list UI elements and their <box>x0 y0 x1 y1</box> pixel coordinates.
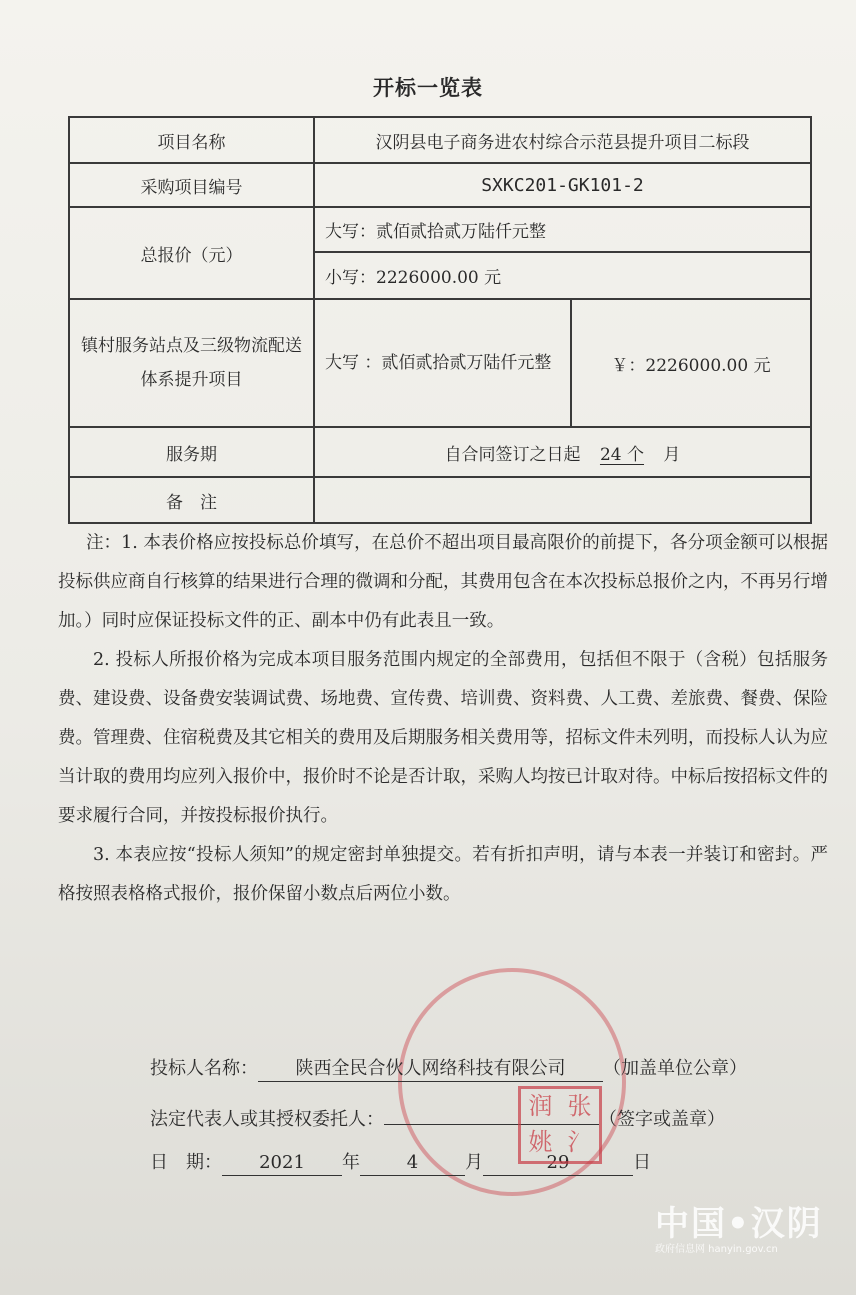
year-unit: 年 <box>342 1152 360 1173</box>
remark-value <box>314 477 811 523</box>
service-months: 24 个 <box>599 444 645 465</box>
date-month: 4 <box>360 1151 465 1176</box>
bidder-note: （加盖单位公章） <box>603 1058 747 1079</box>
table-row <box>69 207 811 252</box>
date-label: 日 期： <box>150 1152 222 1173</box>
service-period-value <box>314 427 811 477</box>
table-row <box>69 117 811 163</box>
seal-char: 姚 <box>528 1128 553 1156</box>
sub-item-label: 镇村服务站点及三级物流配送体系提升项目 <box>69 299 314 427</box>
project-name-label: 项目名称 <box>69 117 314 163</box>
note-3: 3. 本表应按“投标人须知”的规定密封单独提交。若有折扣声明，请与本表一并装订和密封。严格按照表格格式报价，报价保留小数点后两位小数。 <box>58 845 828 904</box>
month-unit: 月 <box>465 1152 483 1173</box>
project-number-label: 采购项目编号 <box>69 163 314 207</box>
note-2: 2. 投标人所报价格为完成本项目服务范围内规定的全部费用，包括但不限于（含税）包括服务费、建设费、设备费安装调试费、场地费、宣传费、培训费、资料费、人工费、差旅费、餐费、保险费。管理费、住宿税费及其它相关的费用及后期服务相关费用等，招标文件未列明，而投标人认为应当计取的费用均应列入报价中，报价时不论是否计取，采购人均按已计取对待。中标后按招标文件的要求履行合同，并按投标报价执行。 <box>58 650 828 826</box>
note-1: 注：1. 本表价格应按投标总价填写，在总价不超出项目最高限价的前提下，各分项金额可以根据投标供应商自行核算的结果进行合理的微调和分配，其费用包含在本次投标总报价之内，不再另行增加。）同时应保证投标文件的正、副本中仍有此表且一致。 <box>58 533 828 631</box>
notes-section <box>58 524 828 914</box>
seal-char: 氵 <box>567 1128 592 1156</box>
project-number-value: SXKC201-GK101-2 <box>314 163 811 207</box>
project-name-value: 汉阴县电子商务进农村综合示范县提升项目二标段 <box>314 117 811 163</box>
bidder-line <box>150 1054 747 1082</box>
sub-item-upper: 大写 ：贰佰贰拾贰万陆仟元整 <box>314 299 571 427</box>
date-year: 2021 <box>222 1151 342 1176</box>
day-unit: 日 <box>633 1152 651 1173</box>
watermark-url: 政府信息网 hanyin.gov.cn <box>655 1244 778 1255</box>
total-price-label: 总报价（元） <box>69 207 314 299</box>
bid-opening-table <box>68 116 812 524</box>
total-price-lower: 小写：2226000.00 元 <box>314 252 811 299</box>
personal-seal <box>518 1086 602 1164</box>
table-row <box>69 163 811 207</box>
sub-item-yen: ￥：2226000.00 元 <box>571 299 811 427</box>
watermark-logo: 中国•汉阴 <box>655 1204 823 1244</box>
representative-note: （签字或盖章） <box>599 1109 725 1130</box>
remark-label: 备 注 <box>69 477 314 523</box>
bidder-name: 陕西全民合伙人网络科技有限公司 <box>258 1057 603 1082</box>
table-row <box>69 427 811 477</box>
service-suffix: 月 <box>663 444 681 465</box>
total-price-upper: 大写：贰佰贰拾贰万陆仟元整 <box>314 207 811 252</box>
page-title: 开标一览表 <box>373 75 483 100</box>
representative-line <box>150 1100 725 1131</box>
service-period-label: 服务期 <box>69 427 314 477</box>
date-day: 29 <box>483 1151 633 1176</box>
table-row <box>69 477 811 523</box>
seal-char: 张 <box>567 1092 592 1120</box>
seal-char: 润 <box>528 1092 553 1120</box>
bidder-label: 投标人名称： <box>150 1058 258 1079</box>
table-row <box>69 299 811 427</box>
service-prefix: 自合同签订之日起 <box>444 444 581 465</box>
representative-label: 法定代表人或其授权委托人： <box>150 1109 384 1130</box>
